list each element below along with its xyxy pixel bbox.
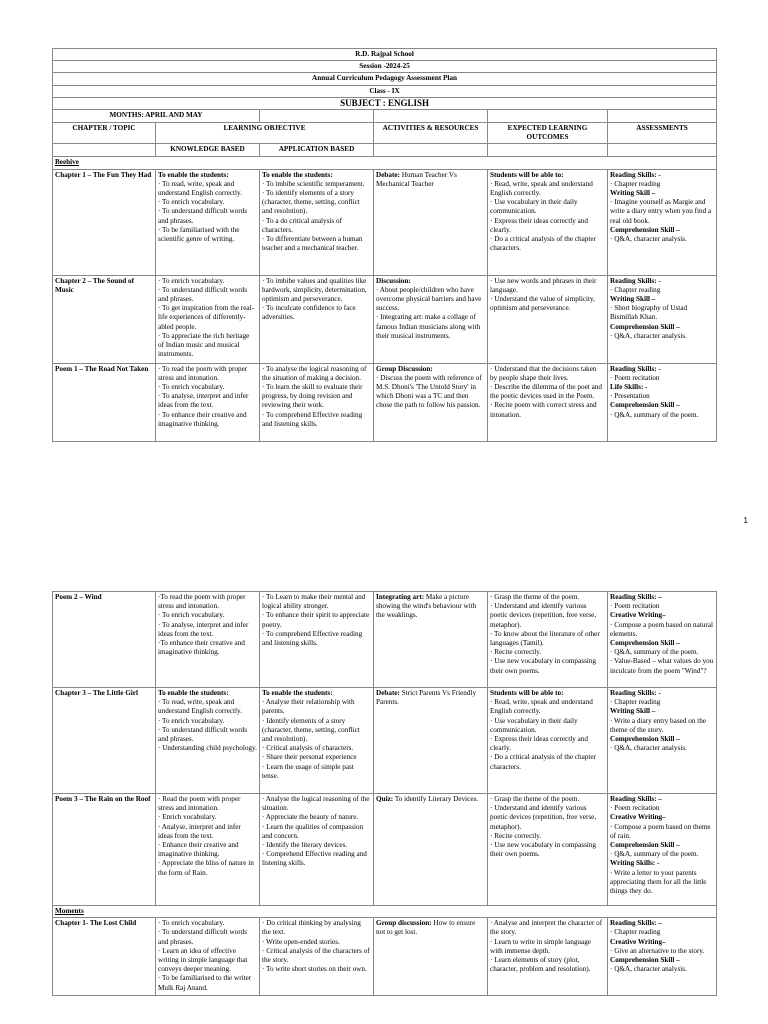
cell-line: Comprehension Skill – <box>610 956 680 965</box>
cell-line-label: Debate: <box>376 689 400 697</box>
cell-line: · Understand that the decisions taken by people shape their lives. <box>490 364 599 382</box>
cell-line: · To be familiarised to the writer Mulk Raj Anand. <box>158 974 253 992</box>
cell-line: · Learn elements of story (plot, character, problem and resolution). <box>490 956 591 974</box>
cell-line: · Learn the qualities of compassion and concern. <box>262 822 365 840</box>
cell-line: Comprehension Skill – <box>610 841 680 850</box>
cell-line: · Analyse their relationship with parents. <box>262 698 357 716</box>
row-assessments-cell <box>608 794 717 906</box>
col-activities: ACTIVITIES & RESOURCES <box>374 123 488 144</box>
row-outcomes-cell <box>488 275 608 363</box>
cell-line: · Use new vocabulary in compassing their own poems. <box>490 657 598 675</box>
row-application-cell <box>260 169 374 275</box>
row-topic: Chapter 1 – The Fun They Had <box>53 169 156 275</box>
cell-line: · To analyse, interpret and infer ideas from the text. <box>158 620 251 638</box>
cell-line <box>376 277 485 286</box>
cell-line: · Give an alternative to the story. <box>610 946 705 955</box>
cell-line: · Compose a poem based on natural elements. <box>610 620 715 638</box>
cell-line: · Value-Based – what values do you inculcate from the poem "Wind"? <box>610 657 716 675</box>
cell-line: · To a do critical analysis of characters. <box>262 216 344 234</box>
cell-line: · Write a letter to your parents appreciating them for all the little things they do. <box>610 868 709 896</box>
cell-line: Writing Skill – <box>610 189 656 198</box>
cell-line: · To enrich vocabulary. <box>158 919 225 928</box>
cell-line: Comprehension Skill – <box>610 322 680 331</box>
row-application-cell <box>260 794 374 906</box>
cell-line: · To analyse, interpret and infer ideas from the text. <box>158 392 251 410</box>
cell-line-label: Group discussion: <box>376 919 432 928</box>
cell-line: · To comprehend Effective reading and listening skills. <box>262 410 365 428</box>
cell-line: Comprehension Skill – <box>610 225 680 234</box>
row-topic: Chapter 2 – The Sound of Music <box>53 275 156 363</box>
plan-title: Annual Curriculum Pedagogy Assessment Plan <box>53 73 717 85</box>
cell-line: · Q&A, character analysis. <box>610 331 687 340</box>
section-moments: Moments <box>53 906 717 918</box>
cell-line: · Identify the literary devices. <box>262 841 348 850</box>
table-row <box>53 794 717 906</box>
row-topic: Chapter 3 – The Little Girl <box>53 688 156 794</box>
table-row <box>53 918 717 996</box>
cell-line: · Grasp the theme of the poem. <box>490 593 580 601</box>
cell-line: · Use vocabulary in their daily communication. <box>490 198 580 216</box>
cell-line: Students will be able to: <box>490 170 564 179</box>
row-topic: Chapter 1- The Lost Child <box>53 918 156 996</box>
cell-line: · Comprehend Effective reading and listening skills. <box>262 850 369 868</box>
cell-line: · Poem recitation <box>610 373 660 382</box>
cell-line: To enable the students: <box>262 689 333 697</box>
cell-line: · Express their ideas correctly and clearly. <box>490 216 590 234</box>
row-knowledge-cell <box>156 794 260 906</box>
school-name: R.D. Rajpal School <box>53 49 717 61</box>
cell-line: · About people/children who have overcome physical barriers and have success. <box>376 285 484 313</box>
table-row <box>53 592 717 688</box>
subject-label: SUBJECT : ENGLISH <box>53 97 717 109</box>
cell-line: · Q&A, character analysis. <box>610 744 687 753</box>
cell-line: · Analyse, interpret and infer ideas from the text. <box>158 822 243 840</box>
cell-line: Reading Skills: – <box>610 795 662 803</box>
cell-line: · Do a critical analysis of the chapter characters. <box>490 235 598 253</box>
cell-line-label: Quiz: <box>376 795 394 803</box>
cell-line: Reading Skills: - <box>610 364 661 373</box>
cell-line: · Understand and identify various poetic devices (repetition, free verse, metaphor). <box>490 602 598 629</box>
cell-line: · Do critical thinking by analysing the text. <box>262 919 363 937</box>
cell-line: Quiz: To identify Literary Devices. <box>376 795 479 803</box>
cell-line: · To appreciate the rich heritage of Indian music and musical instruments. <box>158 331 252 359</box>
row-knowledge-cell <box>156 918 260 996</box>
cell-line: · Chapter reading <box>610 285 661 294</box>
cell-line: · To understand difficult words and phrases. <box>158 928 249 946</box>
row-application-cell <box>260 918 374 996</box>
assessment-plan-table-page2 <box>52 591 717 996</box>
cell-line: Debate: Human Teacher Vs Mechanical Teacher <box>376 170 459 188</box>
row-topic: Poem 3 – The Rain on the Roof <box>53 794 156 906</box>
cell-line: To enable the students: <box>262 170 333 179</box>
cell-line: Life Skills: - <box>610 383 648 392</box>
cell-line: · Recite correctly. <box>490 831 542 840</box>
session: Session -2024-25 <box>53 61 717 73</box>
cell-line: Comprehension Skill – <box>610 639 680 648</box>
row-knowledge-cell <box>156 363 260 441</box>
cell-line: · Chapter reading <box>610 698 661 707</box>
cell-line: · Describe the dilemma of the poet and the poetic devices used in the Poem. <box>490 383 604 401</box>
cell-line: · Write open-ended stories. <box>262 937 340 946</box>
cell-line: · Critical analysis of characters. <box>262 744 354 753</box>
cell-line: Creative Writing– <box>610 937 666 946</box>
cell-line: Reading Skills: - <box>610 276 661 285</box>
cell-line: · To learn the skill to evaluate their progress, by doing revision and reviewing their work. <box>262 383 365 410</box>
row-activities-cell <box>374 363 488 441</box>
row-assessments-cell <box>608 363 717 441</box>
cell-line-label: Discussion: <box>376 276 411 285</box>
cell-line: · To be familiarised with the scientific genre of writing. <box>158 225 242 244</box>
cell-line: · Learn to write in simple language with immense depth. <box>490 937 593 955</box>
cell-line: · To get inspiration from the real-life experiences of differently-abled people. <box>158 304 254 331</box>
cell-line: · Read the poem with proper stress and intonation. <box>158 795 243 813</box>
cell-line: · To understand difficult words and phrases. <box>158 285 249 304</box>
cell-line: · To enrich vocabulary. <box>158 383 225 392</box>
cell-line: · Poem recitation <box>610 804 660 813</box>
cell-line: · To enrich vocabulary. <box>158 611 225 620</box>
row-activities-cell <box>374 794 488 906</box>
cell-line: · Chapter reading <box>610 928 661 937</box>
cell-line: Creative Writing– <box>610 611 666 620</box>
cell-line: · Identify elements of a story (character, theme, setting, conflict and resolution). <box>262 716 362 744</box>
row-activities-cell <box>374 918 488 996</box>
row-topic: Poem 2 – Wind <box>53 592 156 688</box>
table-row <box>53 363 717 441</box>
cell-line: · Poem recitation <box>610 602 660 611</box>
cell-line: · Share their personal experience <box>262 753 357 762</box>
cell-line: · To comprehend Effective reading and listening skills. <box>262 629 365 648</box>
class-label: Class - IX <box>53 85 717 97</box>
row-outcomes-cell <box>488 363 608 441</box>
row-knowledge-cell <box>156 592 260 688</box>
cell-line: Reading Skills: - <box>610 689 661 697</box>
cell-line: · Appreciate the bliss of nature in the form of Rain. <box>158 859 256 877</box>
table-row <box>53 275 717 363</box>
cell-line: · To understand difficult words and phrases. <box>158 725 249 744</box>
cell-line: Writing Skill – <box>610 707 656 716</box>
cell-line: Comprehension Skill – <box>610 401 680 410</box>
cell-line: Reading Skills: – <box>610 919 662 928</box>
cell-line-label: Integrating art: <box>376 593 425 601</box>
cell-line: · Do a critical analysis of the chapter characters. <box>490 753 598 771</box>
cell-line: · Read, write, speak and understand English correctly. <box>490 179 595 198</box>
cell-line: · To imbibe values and qualities like hardwork, simplicity, determination, optimism and perseverance. <box>262 276 369 304</box>
cell-line: · To read the poem with proper stress and intonation. <box>158 364 249 382</box>
row-application-cell <box>260 592 374 688</box>
row-knowledge-cell <box>156 275 260 363</box>
cell-line: · Use new words and phrases in their language. <box>490 276 599 294</box>
row-outcomes-cell <box>488 169 608 275</box>
cell-line: · To read, write, speak and understand English correctly. <box>158 698 242 716</box>
cell-line: To enable the students: <box>158 170 229 179</box>
cell-line-label: Group Discussion: <box>376 364 433 373</box>
cell-line: · To enrich vocabulary. <box>158 276 225 285</box>
cell-line: · Use new vocabulary in compassing their own poems. <box>490 841 598 859</box>
cell-line: · To know about the literature of other languages (Tamil). <box>490 629 602 648</box>
page-number: 1 <box>743 516 748 525</box>
row-assessments-cell <box>608 918 717 996</box>
cell-line: · To enhance their creative and imaginative thinking. <box>158 410 249 428</box>
cell-line: Integrating art: Make a picture showing the wind's behaviour with the weaklings. <box>376 593 479 620</box>
row-assessments-cell <box>608 275 717 363</box>
col-knowledge: KNOWLEDGE BASED <box>156 144 260 157</box>
cell-line: · To imbibe scientific temperament. <box>262 179 365 188</box>
cell-line: · Enrich vocabulary. <box>158 813 217 822</box>
cell-line: · To enhance their spirit to appreciate poetry. <box>262 611 371 629</box>
table-row <box>53 688 717 794</box>
cell-line: Reading Skills: - <box>610 170 661 179</box>
cell-line <box>376 365 485 374</box>
row-outcomes-cell <box>488 592 608 688</box>
row-knowledge-cell <box>156 169 260 275</box>
cell-line: · Compose a poem based on theme of rain. <box>610 822 713 840</box>
assessment-plan-table-page1 <box>52 48 717 442</box>
row-application-cell <box>260 688 374 794</box>
cell-line: ·To read the poem with proper stress and intonation. <box>158 593 248 611</box>
cell-line: To enable the students: <box>158 689 229 697</box>
cell-line: · To understand difficult words and phrases. <box>158 207 249 225</box>
cell-line: Creative Writing– <box>610 813 666 822</box>
cell-line: · Q&A, character analysis. <box>610 965 687 974</box>
cell-line: · To write short stories on their own. <box>262 965 367 974</box>
cell-line: · Enhance their creative and imaginative thinking. <box>158 841 241 859</box>
cell-line: Writing Skills: - <box>610 859 660 868</box>
cell-line: · Use vocabulary in their daily communication. <box>490 716 580 734</box>
cell-line: ·To enhance their creative and imaginative thinking. <box>158 639 247 657</box>
row-assessments-cell <box>608 688 717 794</box>
cell-line: Writing Skill – <box>610 295 656 304</box>
col-chapter: CHAPTER / TOPIC <box>53 123 156 144</box>
cell-line: · Chapter reading <box>610 179 661 188</box>
cell-line: · Read, write, speak and understand English correctly. <box>490 698 595 716</box>
row-activities-cell <box>374 688 488 794</box>
cell-line: · Recite correctly. <box>490 648 542 657</box>
row-topic: Poem 1 – The Road Not Taken <box>53 363 156 441</box>
row-application-cell <box>260 275 374 363</box>
cell-line: · Analyse and interpret the character of the story. <box>490 919 604 937</box>
cell-line: · Recite poem with correct stress and intonation. <box>490 401 599 419</box>
row-assessments-cell <box>608 592 717 688</box>
cell-line: · Understanding child psychology. <box>158 744 257 753</box>
cell-line: · Q&A, summary of the poem. <box>610 850 699 859</box>
cell-line-label: Debate: <box>376 170 400 179</box>
cell-line: · Short biography of Ustad Bismillah Khan. <box>610 304 689 322</box>
cell-line: · Imagine yourself as Margie and write a diary entry when you find a real old book. <box>610 198 713 225</box>
cell-line: · Presentation <box>610 392 650 401</box>
cell-line: · Analyse the logical reasoning of the situation. <box>262 795 372 813</box>
row-application-cell <box>260 363 374 441</box>
cell-line: · Write a diary entry based on the theme of the story. <box>610 716 708 734</box>
cell-line: · Q&A, character analysis. <box>610 235 687 244</box>
row-assessments-cell <box>608 169 717 275</box>
col-assessments: ASSESSMENTS <box>608 123 717 144</box>
cell-line: · Learn the usage of simple past tense. <box>262 762 356 780</box>
cell-line: · Grasp the theme of the poem. <box>490 795 580 803</box>
cell-line: · To enrich vocabulary. <box>158 716 225 725</box>
cell-line: · To identify elements of a story (character, theme, setting, conflict and resolution). <box>262 189 362 216</box>
cell-line: · Critical analysis of the characters of the story. <box>262 946 372 965</box>
col-learning-objective: LEARNING OBJECTIVE <box>156 123 374 144</box>
cell-line: · To inculcate confidence to face adversities. <box>262 304 358 322</box>
col-outcomes: EXPECTED LEARNING OUTCOMES <box>488 123 608 144</box>
cell-line: · Learn an idea of effective writing in simple language that conveys deeper meaning. <box>158 946 250 974</box>
cell-line: · Understand the value of simplicity, optimism and perseverance. <box>490 295 597 313</box>
cell-line: Debate: Strict Parents Vs Friendly Parents. <box>376 689 478 707</box>
row-outcomes-cell <box>488 918 608 996</box>
row-activities-cell <box>374 592 488 688</box>
row-knowledge-cell <box>156 688 260 794</box>
table-row <box>53 169 717 275</box>
cell-line: · Discuss the poem with reference of M.S. Dhoni's 'The Untold Story' in which Dhoni was a TC and then chose the path to follow his passion. <box>376 373 484 410</box>
cell-line: · Express their ideas correctly and clearly. <box>490 735 590 753</box>
cell-line: · To read, write, speak and understand English correctly. <box>158 179 242 198</box>
col-application: APPLICATION BASED <box>260 144 374 157</box>
cell-line: · Understand and identify various poetic devices (repetition, free verse, metaphor). <box>490 804 598 831</box>
cell-line: · Q&A, summary of the poem. <box>610 648 699 657</box>
row-activities-cell <box>374 275 488 363</box>
cell-line: · To enrich vocabulary. <box>158 198 225 207</box>
row-outcomes-cell <box>488 688 608 794</box>
cell-line: · To Learn to make their mental and logical ability stronger. <box>262 593 368 611</box>
cell-line: · Appreciate the beauty of nature. <box>262 813 359 822</box>
cell-line: Comprehension Skill – <box>610 735 680 744</box>
cell-line: · Q&A, summary of the poem. <box>610 410 699 419</box>
row-outcomes-cell <box>488 794 608 906</box>
cell-line: · To differentiate between a human teacher and a mechanical teacher. <box>262 235 365 253</box>
cell-line: Group discussion: How to ensure not to get lost. <box>376 919 478 937</box>
cell-line: Reading Skills: – <box>610 593 662 601</box>
cell-line: · To analyse the logical reasoning of the situation of making a decision. <box>262 364 369 382</box>
cell-line: Students will be able to: <box>490 689 564 697</box>
months-label: MONTHS: APRIL AND MAY <box>53 110 260 123</box>
cell-line: · Integrating art: make a collage of famous Indian musicians along with their musical instruments. <box>376 313 482 340</box>
section-beehive: Beehive <box>53 157 717 169</box>
row-activities-cell <box>374 169 488 275</box>
